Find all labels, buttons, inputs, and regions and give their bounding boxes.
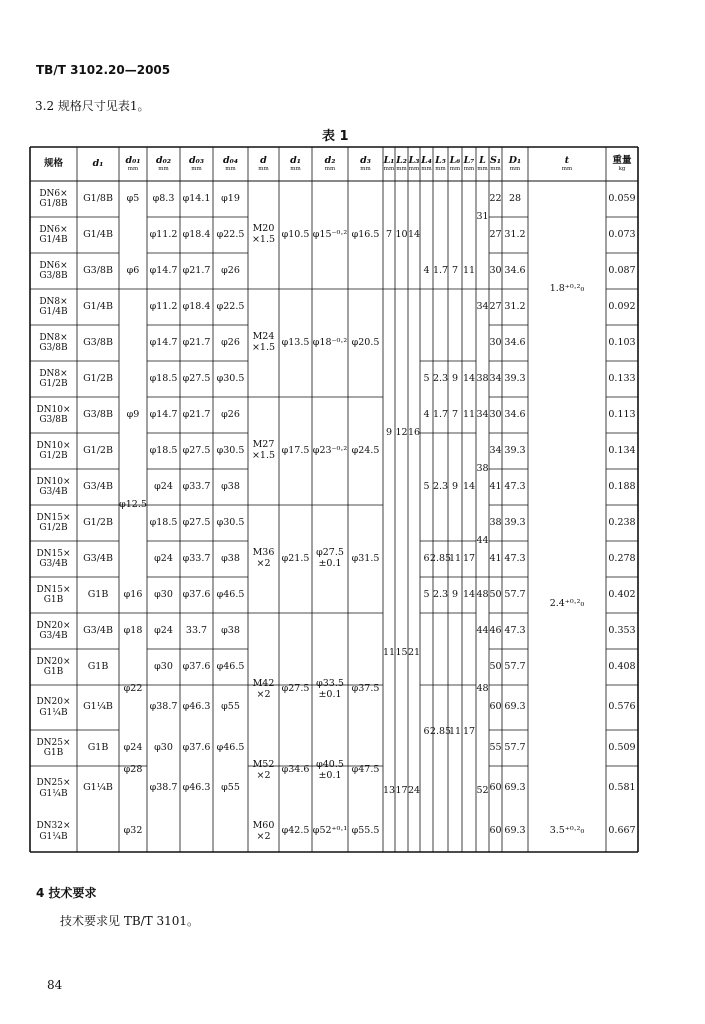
D1-cell: 47.3 xyxy=(504,480,526,492)
d2-cell: φ23⁻⁰·² xyxy=(312,444,348,456)
standard-code: TB/T 3102.20—2005 xyxy=(36,63,171,77)
d04-cell: φ38 xyxy=(221,624,240,636)
d02-cell: φ18.5 xyxy=(149,444,178,456)
L7-cell: 14 xyxy=(462,480,476,492)
col-header: d₀₃ mm xyxy=(189,154,204,173)
d1-cell: φ27.5 xyxy=(281,683,310,695)
weight-cell: 0.134 xyxy=(608,444,636,456)
d02-cell: φ38.7 xyxy=(149,701,178,713)
d03-cell: φ18.4 xyxy=(182,300,211,312)
spec-cell: DN15× G1B xyxy=(36,584,71,605)
D1-cell: 28 xyxy=(508,192,522,204)
spec-cell: DN10× G1/2B xyxy=(36,440,71,461)
s1-cell: 22 xyxy=(489,192,502,204)
d3-cell: φ16.5 xyxy=(351,228,380,240)
thread-cell: G1B xyxy=(87,660,109,672)
L4-cell: 5 xyxy=(423,480,430,492)
d02-cell: φ14.7 xyxy=(149,264,178,276)
thread-cell: G1¼B xyxy=(83,701,113,713)
d-cell: M52 ×2 xyxy=(252,758,275,781)
L2-cell: 10 xyxy=(395,228,408,240)
col-header: 重量 kg xyxy=(612,154,632,173)
d02-cell: φ8.3 xyxy=(152,192,175,204)
d02-cell: φ11.2 xyxy=(149,228,178,240)
d02-cell: φ24 xyxy=(154,552,173,564)
s1-cell: 60 xyxy=(489,825,502,837)
thread-cell: G1/2B xyxy=(83,444,113,456)
L7-cell: 17 xyxy=(462,552,476,564)
d02-cell: φ30 xyxy=(154,660,173,672)
thread-cell: G1/8B xyxy=(83,192,113,204)
d-cell: M60 ×2 xyxy=(252,819,275,842)
section-4-heading: 4 技术要求 xyxy=(36,886,97,900)
spec-cell: DN20× G3/4B xyxy=(36,620,71,641)
weight-cell: 0.509 xyxy=(608,741,636,753)
s1-cell: 41 xyxy=(489,480,502,492)
d04-cell: φ55 xyxy=(221,701,240,713)
weight-cell: 0.092 xyxy=(608,300,636,312)
L-cell: 52 xyxy=(476,784,489,796)
D1-cell: 57.7 xyxy=(504,741,526,753)
col-header: L mm xyxy=(477,154,488,173)
thread-cell: G3/8B xyxy=(83,336,113,348)
col-header: D₁ mm xyxy=(508,154,522,173)
d1-cell: φ42.5 xyxy=(281,825,310,837)
spec-cell: DN15× G1/2B xyxy=(36,512,71,533)
s1-cell: 41 xyxy=(489,552,502,564)
d01-cell: φ16 xyxy=(123,588,143,600)
D1-cell: 31.2 xyxy=(504,300,526,312)
d-cell: M20 ×1.5 xyxy=(251,223,276,245)
d03-cell: φ21.7 xyxy=(182,336,211,348)
L-cell: 38 xyxy=(476,462,489,474)
L7-cell: 11 xyxy=(462,264,476,276)
col-header: L₅ mm xyxy=(435,154,446,173)
thread-cell: G3/8B xyxy=(83,408,113,420)
L5-cell: 2.3 xyxy=(432,480,449,492)
s1-cell: 30 xyxy=(489,264,502,276)
d1-cell: φ17.5 xyxy=(281,444,310,456)
D1-cell: 47.3 xyxy=(504,624,526,636)
d1-cell: φ10.5 xyxy=(281,228,310,240)
D1-cell: 39.3 xyxy=(504,372,526,384)
s1-cell: 50 xyxy=(489,588,502,600)
col-header: d₁ mm xyxy=(290,154,301,173)
D1-cell: 34.6 xyxy=(504,264,526,276)
d04-cell: φ19 xyxy=(221,192,240,204)
L3-cell: 24 xyxy=(407,784,421,796)
D1-cell: 57.7 xyxy=(504,660,526,672)
L4-cell: 6 xyxy=(423,552,430,564)
thread-cell: G3/4B xyxy=(83,624,113,636)
weight-cell: 0.238 xyxy=(608,516,636,528)
col-header: L₄ mm xyxy=(421,154,432,173)
d3-cell: φ55.5 xyxy=(351,825,380,837)
d04-cell: φ26 xyxy=(221,336,240,348)
d04-cell: φ46.5 xyxy=(216,741,245,753)
L-cell: 44 xyxy=(476,624,489,636)
t-cell: 3.5⁺⁰·²₀ xyxy=(549,825,585,837)
spec-cell: DN8× G1/4B xyxy=(39,296,68,317)
thread-cell: G1B xyxy=(87,588,109,600)
d03-cell: φ14.1 xyxy=(182,192,211,204)
d02-cell: φ30 xyxy=(154,588,173,600)
d3-cell: φ47.5 xyxy=(351,764,380,776)
thread-cell: G1/2B xyxy=(83,372,113,384)
d02-cell: φ18.5 xyxy=(149,372,178,384)
col-header: L₂ mm xyxy=(396,154,407,173)
d03-cell: φ33.7 xyxy=(182,552,211,564)
d2-cell: φ52⁺⁰·¹ xyxy=(312,825,348,837)
D1-cell: 69.3 xyxy=(504,825,526,837)
thread-cell: G1/4B xyxy=(83,300,113,312)
d01-cell: φ6 xyxy=(126,264,140,276)
weight-cell: 0.113 xyxy=(608,408,636,420)
thread-cell: G3/4B xyxy=(83,480,113,492)
s1-cell: 38 xyxy=(489,516,502,528)
d03-cell: φ18.4 xyxy=(182,228,211,240)
L5-cell: 2.3 xyxy=(432,372,449,384)
thread-cell: G3/4B xyxy=(83,552,113,564)
d2-cell: φ33.5 ±0.1 xyxy=(316,677,344,700)
D1-cell: 34.6 xyxy=(504,336,526,348)
d2-cell: φ18⁻⁰·² xyxy=(312,336,348,348)
L-cell: 48 xyxy=(476,588,489,600)
d04-cell: φ26 xyxy=(221,408,240,420)
col-header: L₆ mm xyxy=(449,154,461,173)
weight-cell: 0.278 xyxy=(608,552,636,564)
L5-cell: 1.7 xyxy=(432,408,449,420)
d04-cell: φ46.5 xyxy=(216,588,245,600)
spec-cell: DN10× G3/4B xyxy=(36,476,71,497)
d03-cell: φ33.7 xyxy=(182,480,211,492)
L6-cell: 11 xyxy=(448,726,462,738)
weight-cell: 0.103 xyxy=(608,336,636,348)
d04-cell: φ38 xyxy=(221,480,240,492)
d01-cell: φ9 xyxy=(126,408,140,420)
d1-cell: φ21.5 xyxy=(281,552,310,564)
spec-cell: DN25× G1B xyxy=(36,737,71,758)
col-header: d₂ mm xyxy=(324,154,336,173)
d3-cell: φ37.5 xyxy=(351,683,380,695)
L6-cell: 7 xyxy=(451,408,459,420)
d03-cell: φ37.6 xyxy=(182,588,211,600)
L7-cell: 17 xyxy=(462,726,476,738)
weight-cell: 0.073 xyxy=(608,228,636,240)
col-header: d mm xyxy=(258,154,269,173)
L5-cell: 1.7 xyxy=(432,264,449,276)
L-cell: 38 xyxy=(476,372,489,384)
d02-cell: φ14.7 xyxy=(149,336,178,348)
spec-cell: DN25× G1¼B xyxy=(36,778,71,799)
col-header: d₃ mm xyxy=(360,154,371,173)
s1-cell: 60 xyxy=(489,782,502,794)
L4-cell: 4 xyxy=(423,264,430,276)
L2-cell: 17 xyxy=(395,784,408,796)
weight-cell: 0.667 xyxy=(608,825,636,837)
L2-cell: 15 xyxy=(395,647,408,659)
L-cell: 34 xyxy=(476,408,489,420)
D1-cell: 69.3 xyxy=(504,782,526,794)
L6-cell: 7 xyxy=(451,264,459,276)
d2-cell: φ15⁻⁰·² xyxy=(312,228,348,240)
D1-cell: 39.3 xyxy=(504,444,526,456)
L2-cell: 12 xyxy=(395,426,408,438)
spec-table xyxy=(30,147,638,850)
col-header: L₃ mm xyxy=(408,154,420,173)
L-cell: 31 xyxy=(476,210,489,222)
section-4-body: 技术要求见 TB/T 3101。 xyxy=(60,914,200,928)
d2-cell: φ40.5 ±0.1 xyxy=(316,758,344,781)
d04-cell: φ30.5 xyxy=(216,444,245,456)
s1-cell: 27 xyxy=(489,300,502,312)
d01-cell: φ32 xyxy=(123,825,143,837)
spec-cell: DN15× G3/4B xyxy=(36,548,71,569)
L3-cell: 21 xyxy=(407,647,421,659)
d02-cell: φ18.5 xyxy=(149,516,178,528)
d1-cell: φ34.6 xyxy=(281,764,310,776)
L1-cell: 11 xyxy=(382,647,396,659)
d02-cell: φ14.7 xyxy=(149,408,178,420)
spec-cell: DN10× G3/8B xyxy=(36,404,71,425)
s1-cell: 30 xyxy=(489,408,502,420)
L6-cell: 11 xyxy=(448,552,462,564)
D1-cell: 31.2 xyxy=(504,228,526,240)
d03-cell: φ46.3 xyxy=(182,701,211,713)
L1-cell: 9 xyxy=(385,426,393,438)
D1-cell: 69.3 xyxy=(504,701,526,713)
spec-cell: DN6× G3/8B xyxy=(39,260,68,281)
d03-cell: φ27.5 xyxy=(182,372,211,384)
L4-cell: 6 xyxy=(423,726,430,738)
d03-cell: φ27.5 xyxy=(182,516,211,528)
L7-cell: 14 xyxy=(462,372,476,384)
L6-cell: 9 xyxy=(451,480,459,492)
d02-cell: φ24 xyxy=(154,480,173,492)
L4-cell: 5 xyxy=(423,588,430,600)
d03-cell: 33.7 xyxy=(185,624,208,636)
d01-cell: φ18 xyxy=(123,624,143,636)
col-header: 规格 xyxy=(43,157,63,169)
d2-cell: φ27.5 ±0.1 xyxy=(316,547,344,569)
col-header: d₀₁ mm xyxy=(125,154,141,173)
t-cell: 1.8⁺⁰·²₀ xyxy=(549,282,585,294)
col-header: d₁ xyxy=(92,157,104,169)
L-cell: 44 xyxy=(476,534,489,546)
thread-cell: G1/4B xyxy=(83,228,113,240)
d-cell: M36 ×2 xyxy=(252,547,275,569)
d03-cell: φ46.3 xyxy=(182,782,211,794)
L1-cell: 13 xyxy=(382,784,396,796)
L3-cell: 14 xyxy=(407,228,421,240)
d1-cell: φ13.5 xyxy=(281,336,310,348)
d3-cell: φ24.5 xyxy=(351,444,380,456)
spec-cell: DN8× G3/8B xyxy=(39,332,68,353)
s1-cell: 30 xyxy=(489,336,502,348)
d04-cell: φ46.5 xyxy=(216,660,245,672)
thread-cell: G1B xyxy=(87,741,109,753)
spec-cell: DN20× G1B xyxy=(36,656,71,677)
L-cell: 34 xyxy=(476,300,489,312)
d3-cell: φ20.5 xyxy=(351,336,380,348)
d01-cell: φ5 xyxy=(126,192,140,204)
L5-cell: 2.3 xyxy=(432,588,449,600)
L6-cell: 9 xyxy=(451,588,459,600)
d-cell: M27 ×1.5 xyxy=(251,439,276,461)
d04-cell: φ26 xyxy=(221,264,240,276)
D1-cell: 34.6 xyxy=(504,408,526,420)
d03-cell: φ21.7 xyxy=(182,408,211,420)
table-title: 表 1 xyxy=(322,129,349,144)
L4-cell: 4 xyxy=(423,408,430,420)
d-cell: M42 ×2 xyxy=(252,677,275,700)
thread-cell: G1¼B xyxy=(83,782,113,794)
weight-cell: 0.087 xyxy=(608,264,636,276)
spec-cell: DN6× G1/8B xyxy=(39,188,68,209)
d04-cell: φ22.5 xyxy=(216,228,245,240)
D1-cell: 57.7 xyxy=(504,588,526,600)
weight-cell: 0.353 xyxy=(608,624,636,636)
d03-cell: φ27.5 xyxy=(182,444,211,456)
spec-cell: DN6× G1/4B xyxy=(39,224,68,245)
weight-cell: 0.059 xyxy=(608,192,636,204)
L3-cell: 16 xyxy=(407,426,421,438)
weight-cell: 0.576 xyxy=(608,701,636,713)
s1-cell: 60 xyxy=(489,701,502,713)
d04-cell: φ30.5 xyxy=(216,372,245,384)
d04-cell: φ22.5 xyxy=(216,300,245,312)
weight-cell: 0.581 xyxy=(608,782,636,794)
s1-cell: 34 xyxy=(489,444,502,456)
s1-cell: 27 xyxy=(489,228,502,240)
L7-cell: 14 xyxy=(462,588,476,600)
weight-cell: 0.408 xyxy=(608,660,636,672)
L6-cell: 9 xyxy=(451,372,459,384)
section-3-2-text: 3.2 规格尺寸见表1。 xyxy=(35,99,150,113)
d03-cell: φ21.7 xyxy=(182,264,211,276)
spec-cell: DN8× G1/2B xyxy=(39,368,68,389)
d3-cell: φ31.5 xyxy=(351,552,380,564)
d03-cell: φ37.6 xyxy=(182,660,211,672)
thread-cell: G3/8B xyxy=(83,264,113,276)
t-cell: 2.4⁺⁰·²₀ xyxy=(549,597,585,609)
L4-cell: 5 xyxy=(423,372,430,384)
col-header: L₇ mm xyxy=(463,154,475,173)
spec-cell: DN32× G1¼B xyxy=(36,821,71,842)
col-header: L₁ mm xyxy=(383,154,395,173)
L7-cell: 11 xyxy=(462,408,476,420)
weight-cell: 0.402 xyxy=(608,588,636,600)
spec-cell: DN20× G1¼B xyxy=(36,697,71,718)
s1-cell: 50 xyxy=(489,660,502,672)
L-cell: 48 xyxy=(476,683,489,695)
weight-cell: 0.188 xyxy=(608,480,636,492)
s1-cell: 34 xyxy=(489,372,502,384)
weight-cell: 0.133 xyxy=(608,372,636,384)
col-header: S₁ mm xyxy=(489,154,502,173)
s1-cell: 46 xyxy=(489,624,502,636)
d01-cell: φ28 xyxy=(123,764,143,776)
d02-cell: φ38.7 xyxy=(149,782,178,794)
L5-cell: 2.85 xyxy=(429,552,452,564)
d04-cell: φ38 xyxy=(221,552,240,564)
d02-cell: φ24 xyxy=(154,624,173,636)
col-header: d₀₄ mm xyxy=(223,154,238,173)
d01-cell: φ12.5 xyxy=(119,498,147,510)
d02-cell: φ30 xyxy=(154,741,173,753)
d-cell: M24 ×1.5 xyxy=(251,331,276,353)
thread-cell: G1/2B xyxy=(83,516,113,528)
D1-cell: 47.3 xyxy=(504,552,526,564)
col-header: d₀₂ mm xyxy=(156,154,171,173)
D1-cell: 39.3 xyxy=(504,516,526,528)
d04-cell: φ55 xyxy=(221,782,240,794)
L5-cell: 2.85 xyxy=(429,726,452,738)
d04-cell: φ30.5 xyxy=(216,516,245,528)
s1-cell: 55 xyxy=(489,741,502,753)
L1-cell: 7 xyxy=(385,228,393,240)
d03-cell: φ37.6 xyxy=(182,741,211,753)
d01-cell: φ24 xyxy=(123,741,143,753)
d01-cell: φ22 xyxy=(123,683,143,695)
page-number: 84 xyxy=(47,978,63,992)
d02-cell: φ11.2 xyxy=(149,300,178,312)
col-header: t mm xyxy=(561,154,573,173)
